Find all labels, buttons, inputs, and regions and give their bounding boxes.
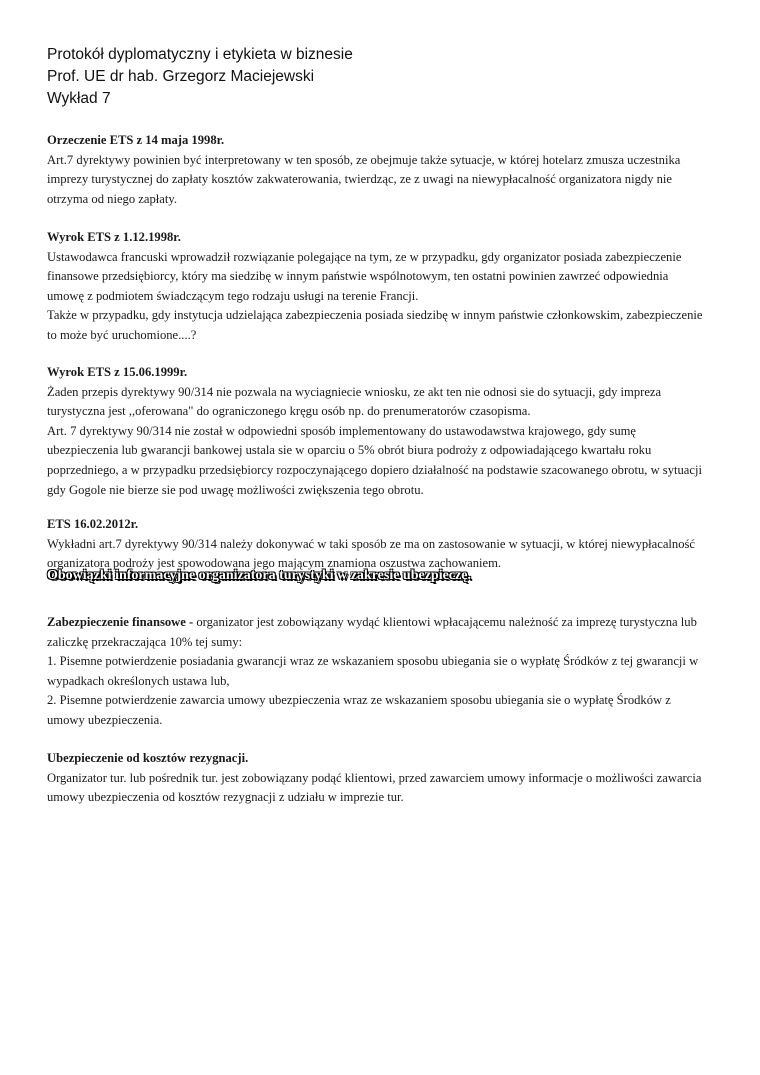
financial-security-text: organizator jest zobowiązany wydąć klientowi wpłacającemu należność za imprezę turystyczna lub [193, 615, 697, 629]
paragraph-line: Art.7 dyrektywy powinien być interpretowany w ten sposób, ze obejmuje także sytuacje, w której hotelarz zmusza uczestnika [47, 152, 681, 167]
paragraph-line: poprzedniego, a w przypadku przedsiębiorcy rozpoczynającego dopiero działalność na podstawie szacowanego obrotu, w sytuacji [47, 462, 702, 477]
section-ruling-1998-05 [47, 131, 719, 209]
paragraph-line: wypadkach określonych ustawa lub, [47, 673, 230, 688]
paragraph-line: ubezpieczenia lub gwarancji bankowej ustala sie w oparciu o 5% obrót biura podroży z odpowiadającego kwartału roku [47, 443, 652, 458]
paragraph-line: umowę z podmiotem świadczącym tego rodzaju usługi na terenie Francji. [47, 288, 419, 303]
paragraph-line: turystyczna jest ,,oferowana" do ograniczonego kręgu osób np. do prenumeratorów czasopisma. [47, 404, 531, 419]
paragraph-line: Ustawodawca francuski wprowadził rozwiązanie polegające na tym, ze w przypadku, gdy organizator posiada zabezpieczenie [47, 249, 682, 264]
paragraph-line: otrzyma od niego zapłaty. [47, 191, 177, 206]
lecture-number: Wykład 7 [47, 90, 111, 107]
financial-security-label: Zabezpieczenie finansowe - [47, 615, 194, 629]
paragraph-line: Także w przypadku, gdy instytucja udzielająca zabezpieczenia posiada siedzibę w innym państwie członkowskim, zabezpieczenie [47, 308, 703, 323]
section-financial-security [47, 613, 719, 731]
section-title: Ubezpieczenie od kosztów rezygnacji. [47, 751, 249, 765]
section-cancellation-insurance [47, 749, 719, 808]
section-title: Orzeczenie ETS z 14 maja 1998r. [47, 133, 225, 147]
paragraph-line: to może być uruchomione....? [47, 327, 197, 342]
paragraph-line: Żaden przepis dyrektywy 90/314 nie pozwala na wyciagniecie wniosku, ze akt ten nie odnosi sie do sytuacji, gdy impreza [47, 384, 662, 399]
lecturer-name: Prof. UE dr hab. Grzegorz Maciejewski [47, 68, 315, 85]
paragraph-line: finansowe przedsiębiorcy, który ma siedzibę w innym państwie wspólnotowym, ten ostatni powinien zawrzeć odpowiednia [47, 269, 669, 284]
paragraph-line: gdy Gogole nie bierze sie pod uwagę możliwości zwiększenia tego obrotu. [47, 482, 424, 497]
section-title: ETS 16.02.2012r. [47, 517, 139, 531]
paragraph-line: umowy ubezpieczenia od kosztów rezygnacji z udziału w imprezie tur. [47, 790, 404, 805]
section-ruling-2012 [47, 515, 719, 574]
paragraph-line: Art. 7 dyrektywy 90/314 nie został w odpowiedni sposób implementowany do ustawodawstwa krajowego, gdy sumę [47, 423, 637, 438]
paragraph-line: zaliczkę przekraczająca 10% tej sumy: [47, 634, 243, 649]
section-ruling-1999-06 [47, 363, 719, 500]
paragraph-line: Wykładni art.7 dyrektywy 90/314 należy dokonywać w taki sposób ze ma on zastosowanie w sytuacji, w której niewypłacalność [47, 536, 695, 551]
paragraph-line: Organizator tur. lub pośrednik tur. jest zobowiązany podąć klientowi, przed zawarciem umowy informacje o możliwości zawarcia [47, 770, 702, 785]
paragraph-line [47, 613, 719, 633]
information-duties-heading: Obowiązki informacyjne organizatora turystyki w zakresie ubezpieczę. [47, 568, 471, 583]
paragraph-line: umowy ubezpieczenia. [47, 712, 163, 727]
section-title: Wyrok ETS z 1.12.1998r. [47, 230, 181, 244]
course-title: Protokół dyplomatyczny i etykieta w biznesie [47, 46, 353, 63]
paragraph-line: organizatora podroży jest spowodowana jego mającym znamiona oszustwa zachowaniem. [47, 556, 502, 571]
section-ruling-1998-12 [47, 228, 719, 346]
section-title: Wyrok ETS z 15.06.1999r. [47, 365, 188, 379]
list-item: 2. Pisemne potwierdzenie zawarcia umowy ubezpieczenia wraz ze wskazaniem sposobu ubiegania sie o wypłatę Środków z [47, 693, 671, 708]
document-header [47, 44, 727, 110]
list-item: 1. Pisemne potwierdzenie posiadania gwarancji wraz ze wskazaniem sposobu ubiegania sie o wypłatę Śródków z tej gwarancji w [47, 654, 699, 669]
paragraph-line: imprezy turystycznej do zapłaty kosztów zakwaterowania, twierdząc, ze z uwagi na niewypłacalność organizatora nigdy nie [47, 172, 673, 187]
